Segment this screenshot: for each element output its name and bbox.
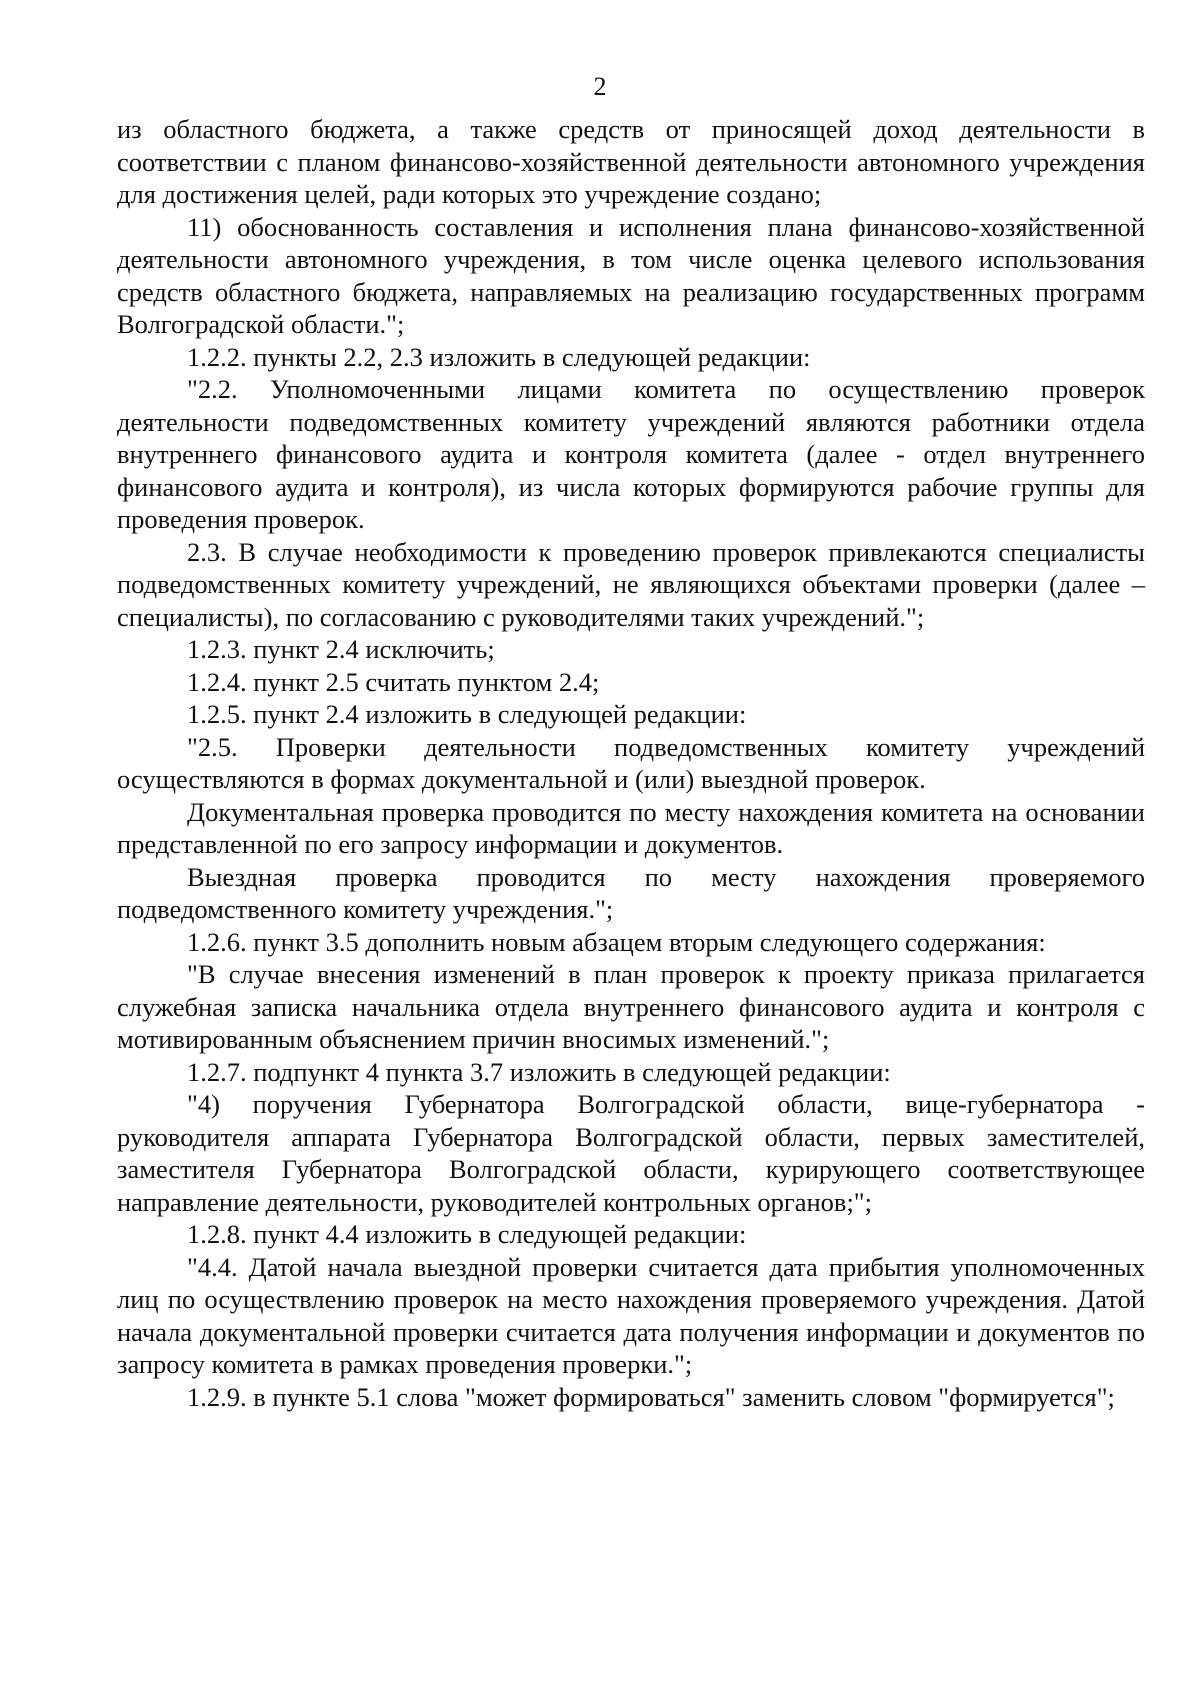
document-body xyxy=(117,113,1145,1413)
paragraph: "2.5. Проверки деятельности подведомственных комитету учреждений осуществляются в формах документальной и (или) выездной проверок. xyxy=(117,731,1145,794)
paragraph: Выездная проверка проводится по месту нахождения проверяемого подведомственного комитету учреждения."; xyxy=(117,861,1145,924)
paragraph: 1.2.8. пункт 4.4 изложить в следующей редакции: xyxy=(187,1219,747,1249)
paragraph: "2.2. Уполномоченными лицами комитета по осуществлению проверок деятельности подведомственных комитету учреждений являются работники отдела внутреннего финансового аудита и контроля комитета (далее - отдел внутреннего финансового аудита и контроля), из числа которых формируются рабочие группы для проведения проверок. xyxy=(117,374,1145,534)
paragraph: 11) обоснованность составления и исполнения плана финансово-хозяйственной деятельности автономного учреждения, в том числе оценка целевого использования средств областного бюджета, направляемых на реализацию государственных программ Волгоградской области."; xyxy=(117,211,1145,339)
paragraph: "В случае внесения изменений в план проверок к проекту приказа прилагается служебная записка начальника отдела внутреннего финансового аудита и контроля с мотивированным объяснением причин вносимых изменений."; xyxy=(117,959,1145,1054)
paragraph: из областного бюджета, а также средств от приносящей доход деятельности в соответствии с планом финансово-хозяйственной деятельности автономного учреждения для достижения целей, ради которых это учреждение создано; xyxy=(117,114,1145,209)
paragraph: 1.2.6. пункт 3.5 дополнить новым абзацем вторым следующего содержания: xyxy=(187,926,1046,957)
paragraph: 1.2.9. в пункте 5.1 слова "может формироваться" заменить словом "формируется"; xyxy=(187,1381,1115,1412)
paragraph: 1.2.3. пункт 2.4 исключить; xyxy=(187,634,495,664)
paragraph: 1.2.7. подпункт 4 пункта 3.7 изложить в следующей редакции: xyxy=(187,1056,891,1087)
paragraph: "4) поручения Губернатора Волгоградской области, вице-губернатора - руководителя аппарата Губернатора Волгоградской области, первых заместителей, заместителя Губернатора Волгоградской области, курирующего соответствующее направление деятельности, руководителей контрольных органов;"; xyxy=(117,1089,1145,1217)
page-number: 2 xyxy=(593,72,607,101)
paragraph: 2.3. В случае необходимости к проведению проверок привлекаются специалисты подведомственных комитету учреждений, не являющихся объектами проверки (далее – специалисты), по согласованию с руководителями таких учреждений."; xyxy=(117,536,1145,632)
paragraph: Документальная проверка проводится по месту нахождения комитета на основании представленной по его запросу информации и документов. xyxy=(117,796,1145,859)
paragraph: 1.2.4. пункт 2.5 считать пунктом 2.4; xyxy=(187,666,600,697)
paragraph: 1.2.5. пункт 2.4 изложить в следующей редакции: xyxy=(187,699,747,729)
paragraph: "4.4. Датой начала выездной проверки считается дата прибытия уполномоченных лиц по осуществлению проверок на место нахождения проверяемого учреждения. Датой начала документальной проверки считается дата получения информации и документов по запросу комитета в рамках проведения проверки."; xyxy=(117,1251,1145,1379)
paragraph: 1.2.2. пункты 2.2, 2.3 изложить в следующей редакции: xyxy=(187,341,811,372)
